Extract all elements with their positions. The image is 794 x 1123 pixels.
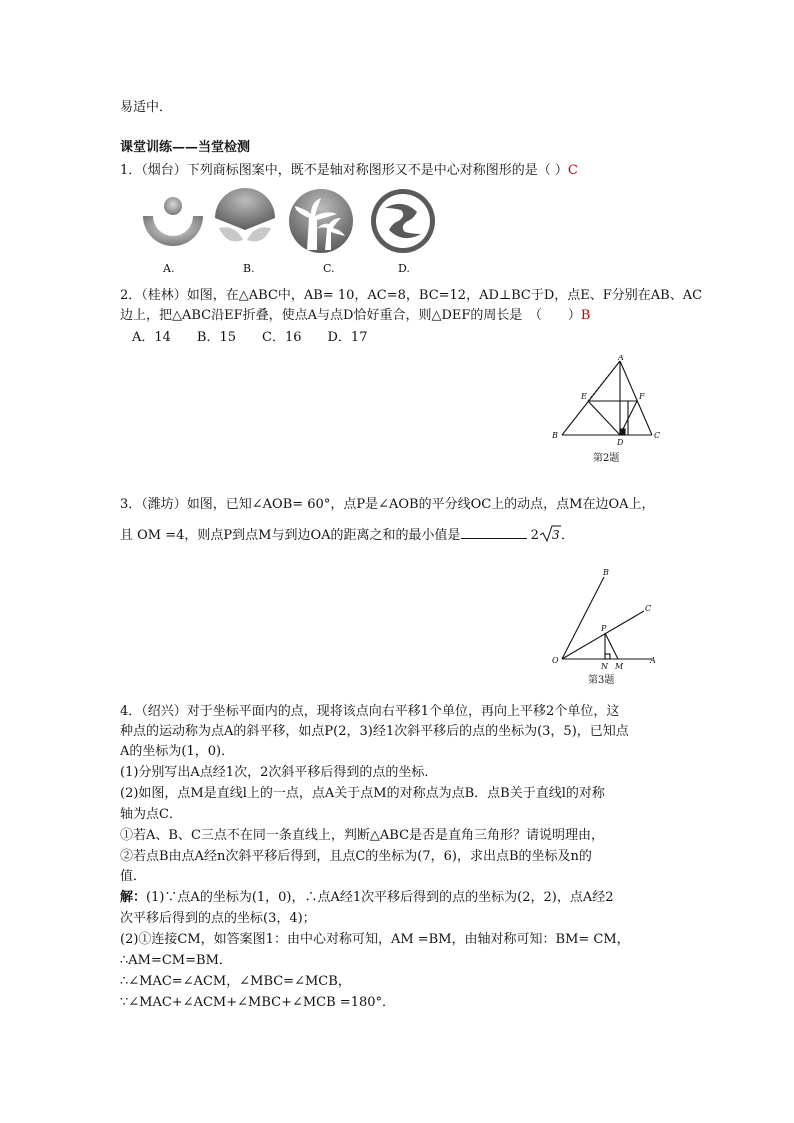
- q2-label-d: D: [617, 438, 624, 447]
- q4-line-8: ②若点B由点A经n次斜平移后得到，且点C的坐标为(7，6)，求出点B的坐标及n的: [120, 849, 592, 864]
- q2-figure: [548, 355, 673, 467]
- q3-blank: [461, 524, 527, 539]
- q3-label-p: P: [601, 624, 607, 633]
- q4-line-4: (1)分别写出A点经1次，2次斜平移后得到的点的坐标．: [120, 765, 438, 780]
- q2-label-f: F: [639, 392, 645, 401]
- q1-question: 1．（烟台）下列商标图案中，既不是轴对称图形又不是中心对称图形的是（ ）: [120, 163, 568, 178]
- q4-line-6: 轴为点C．: [120, 807, 182, 822]
- logo-a-label: A.: [163, 262, 175, 275]
- q4-line-1: 4．（绍兴）对于坐标平面内的点，现将该点向右平移1个单位，再向上平移2个单位，这: [120, 704, 620, 719]
- q3-answer: [527, 528, 561, 543]
- q4-line-7: ①若A、B、C三点不在同一条直线上，判断△ABC是否是直角三角形？请说明理由，: [120, 828, 605, 843]
- logo-a-icon: [143, 197, 203, 246]
- q3-question: 且 OM =4，则点P到点M与到边OA的距离之和的最小值是: [120, 528, 461, 543]
- logo-c-label: C.: [323, 262, 335, 275]
- q3-answer-coef: 2: [530, 528, 539, 543]
- q4-line-5: (2)如图，点M是直线l上的一点，点A关于点M的对称点为点B．点B关于直线l的对称: [120, 786, 605, 801]
- q3-answer-radicand: 3: [551, 528, 560, 542]
- solution-line-6: ∵∠MAC+∠ACM+∠MBC+∠MCB =180°．: [120, 995, 396, 1010]
- logo-b-icon: [215, 188, 275, 242]
- q3-period: ．: [560, 528, 574, 543]
- solution-line-4: ∴AM=CM=BM．: [120, 953, 232, 968]
- q2-label-a: A: [618, 355, 624, 362]
- q1-answer: C: [567, 163, 578, 178]
- solution-line-1: [120, 888, 614, 908]
- q2-question: 边上，把△ABC沿EF折叠，使点A与点D恰好重合，则△DEF的周长是 （ ）: [120, 308, 581, 323]
- q2-label-c: C: [654, 431, 661, 440]
- q2-choices: A．14 B．15 C．16 D．17: [132, 330, 368, 345]
- solution-line-3: (2)①连接CM，如答案图1：由中心对称可知，AM =BM，由轴对称可知：BM= CM，: [120, 932, 630, 947]
- q4-line-2: 种点的运动称为点A的斜平移，如点P(2，3)经1次斜平移后的点的坐标为(3，5)，已知点: [120, 724, 629, 739]
- q3-line1: 3．（潍坊）如图，已知∠AOB= 60°，点P是∠AOB的平分线OC上的动点，点M在边OA上，: [120, 497, 655, 512]
- q4-line-9: 值．: [120, 869, 147, 884]
- q2-answer: B: [580, 308, 591, 323]
- solution-line-5: ∴∠MAC=∠ACM，∠MBC=∠MCB，: [120, 974, 351, 989]
- q3-label-c: C: [645, 604, 652, 613]
- q2-label-e: E: [581, 392, 587, 401]
- q2-line1: 2．（桂林）如图，在△ABC中，AB= 10，AC=8，BC=12，AD⊥BC于D，点E、F分别在AB、AC: [120, 288, 703, 303]
- logo-d-icon: [371, 189, 435, 253]
- q3-label-o: O: [552, 656, 559, 665]
- q3-label-n: N: [601, 662, 608, 671]
- q4-line-3: A的坐标为(1，0)．: [120, 744, 235, 759]
- solution-text-1: (1)∵点A的坐标为(1，0)，∴点A经1次平移后得到的点的坐标为(2，2)，点A经2: [146, 890, 614, 905]
- q2-label-b: B: [552, 431, 558, 440]
- q1-logos: [135, 188, 440, 258]
- q3-figure: [548, 565, 673, 690]
- section-title: 课堂训练——当堂检测: [120, 140, 251, 155]
- q3-label-a: A: [650, 656, 656, 665]
- q2-caption: 第2题: [593, 453, 620, 464]
- logo-c-icon: [289, 189, 353, 253]
- logo-d-label: D.: [398, 262, 410, 275]
- q3-caption: 第3题: [588, 675, 615, 686]
- q3-line2: [120, 524, 574, 546]
- intro-text: 易适中．: [120, 100, 173, 115]
- sqrt-icon: [539, 525, 561, 543]
- q1-text: [120, 161, 578, 181]
- solution-line-2: 次平移后得到的点的坐标(3，4)；: [120, 911, 316, 926]
- q3-answer-sqrt: [539, 525, 561, 546]
- solution-label: 解：: [120, 890, 147, 905]
- logo-b-label: B.: [243, 262, 255, 275]
- q2-line2: [120, 306, 590, 326]
- q3-label-m: M: [615, 662, 624, 671]
- q3-label-b: B: [603, 568, 609, 577]
